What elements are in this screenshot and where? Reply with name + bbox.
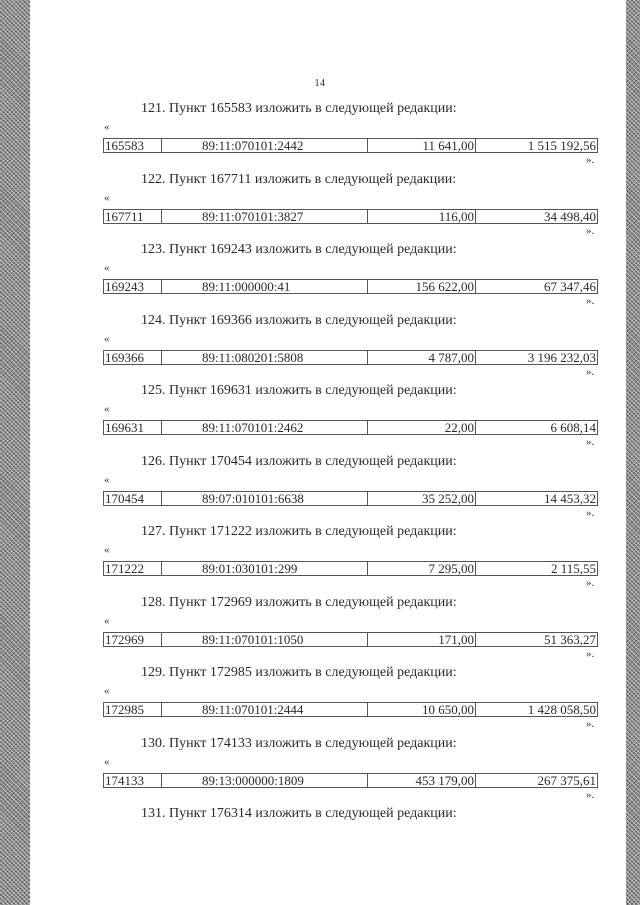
close-quote: ». bbox=[586, 225, 595, 237]
cell-area: 156 622,00 bbox=[368, 280, 476, 293]
close-quote: ». bbox=[586, 577, 595, 589]
amendment-heading: 124. Пункт 169366 изложить в следующей редакции: bbox=[141, 313, 457, 328]
cell-item-id: 172969 bbox=[104, 633, 162, 646]
amendment-item-169243 bbox=[0, 242, 640, 314]
cell-item-id: 167711 bbox=[104, 210, 162, 223]
cell-area: 22,00 bbox=[368, 421, 476, 434]
cell-area: 10 650,00 bbox=[368, 703, 476, 716]
table-row bbox=[103, 702, 598, 717]
table-row bbox=[103, 632, 598, 647]
cell-area: 4 787,00 bbox=[368, 351, 476, 364]
cell-value: 2 115,55 bbox=[550, 562, 596, 575]
cell-area: 171,00 bbox=[368, 633, 476, 646]
table-row bbox=[103, 491, 598, 506]
amendment-item-172969 bbox=[0, 595, 640, 667]
cell-area: 7 295,00 bbox=[368, 562, 476, 575]
table-row bbox=[103, 350, 598, 365]
cell-cadastral-number: 89:11:070101:1050 bbox=[162, 633, 368, 646]
open-quote: « bbox=[104, 615, 110, 627]
amendment-heading: 125. Пункт 169631 изложить в следующей редакции: bbox=[141, 383, 457, 398]
cell-cadastral-number: 89:11:070101:2462 bbox=[162, 421, 368, 434]
cell-area: 453 179,00 bbox=[368, 774, 476, 787]
amendment-heading: 130. Пункт 174133 изложить в следующей редакции: bbox=[141, 736, 457, 751]
table-row bbox=[103, 773, 598, 788]
cell-cadastral-number: 89:07:010101:6638 bbox=[162, 492, 368, 505]
cell-value: 14 453,32 bbox=[544, 492, 596, 505]
close-quote: ». bbox=[586, 295, 595, 307]
amendment-heading: 128. Пункт 172969 изложить в следующей редакции: bbox=[141, 595, 457, 610]
cell-value: 67 347,46 bbox=[544, 280, 596, 293]
cell-cadastral-number: 89:11:080201:5808 bbox=[162, 351, 368, 364]
amendment-item-167711 bbox=[0, 172, 640, 244]
cell-item-id: 171222 bbox=[104, 562, 162, 575]
amendment-item-170454 bbox=[0, 454, 640, 526]
cell-value: 1 515 192,56 bbox=[527, 139, 596, 152]
cell-value: 34 498,40 bbox=[544, 210, 596, 223]
amendment-heading: 129. Пункт 172985 изложить в следующей редакции: bbox=[141, 665, 457, 680]
cell-cadastral-number: 89:11:000000:41 bbox=[162, 280, 368, 293]
open-quote: « bbox=[104, 544, 110, 556]
table-row bbox=[103, 279, 598, 294]
cell-area: 35 252,00 bbox=[368, 492, 476, 505]
open-quote: « bbox=[104, 685, 110, 697]
amendment-heading: 127. Пункт 171222 изложить в следующей редакции: bbox=[141, 524, 457, 539]
amendment-heading: 126. Пункт 170454 изложить в следующей редакции: bbox=[141, 454, 457, 469]
amendment-item-169631 bbox=[0, 383, 640, 455]
cell-item-id: 169631 bbox=[104, 421, 162, 434]
close-quote: ». bbox=[586, 154, 595, 166]
cell-item-id: 169243 bbox=[104, 280, 162, 293]
cell-value: 267 375,61 bbox=[537, 774, 596, 787]
amendment-item-174133 bbox=[0, 736, 640, 808]
amendment-heading: 122. Пункт 167711 изложить в следующей редакции: bbox=[141, 172, 457, 187]
open-quote: « bbox=[104, 121, 110, 133]
amendment-item-172985 bbox=[0, 665, 640, 737]
close-quote: ». bbox=[586, 718, 595, 730]
amendment-heading: 131. Пункт 176314 изложить в следующей редакции: bbox=[141, 806, 457, 821]
close-quote: ». bbox=[586, 366, 595, 378]
cell-value: 51 363,27 bbox=[544, 633, 596, 646]
cell-cadastral-number: 89:01:030101:299 bbox=[162, 562, 368, 575]
cell-item-id: 172985 bbox=[104, 703, 162, 716]
open-quote: « bbox=[104, 192, 110, 204]
open-quote: « bbox=[104, 474, 110, 486]
open-quote: « bbox=[104, 403, 110, 415]
cell-item-id: 165583 bbox=[104, 139, 162, 152]
table-row bbox=[103, 420, 598, 435]
cell-area: 11 641,00 bbox=[368, 139, 476, 152]
close-quote: ». bbox=[586, 648, 595, 660]
cell-cadastral-number: 89:11:070101:2442 bbox=[162, 139, 368, 152]
cell-value: 1 428 058,50 bbox=[527, 703, 596, 716]
cell-item-id: 174133 bbox=[104, 774, 162, 787]
close-quote: ». bbox=[586, 436, 595, 448]
close-quote: ». bbox=[586, 789, 595, 801]
close-quote: ». bbox=[586, 507, 595, 519]
amendment-item-171222 bbox=[0, 524, 640, 596]
open-quote: « bbox=[104, 333, 110, 345]
cell-area: 116,00 bbox=[368, 210, 476, 223]
amendment-item-165583 bbox=[0, 101, 640, 173]
table-row bbox=[103, 138, 598, 153]
amendment-item-131 bbox=[0, 806, 640, 878]
table-row bbox=[103, 209, 598, 224]
open-quote: « bbox=[104, 262, 110, 274]
cell-item-id: 169366 bbox=[104, 351, 162, 364]
cell-cadastral-number: 89:13:000000:1809 bbox=[162, 774, 368, 787]
amendment-heading: 121. Пункт 165583 изложить в следующей редакции: bbox=[141, 101, 457, 116]
cell-cadastral-number: 89:11:070101:3827 bbox=[162, 210, 368, 223]
amendment-item-169366 bbox=[0, 313, 640, 385]
open-quote: « bbox=[104, 756, 110, 768]
cell-value: 3 196 232,03 bbox=[527, 351, 596, 364]
cell-value: 6 608,14 bbox=[550, 421, 596, 434]
cell-cadastral-number: 89:11:070101:2444 bbox=[162, 703, 368, 716]
table-row bbox=[103, 561, 598, 576]
page-number: 14 bbox=[314, 78, 326, 89]
amendment-heading: 123. Пункт 169243 изложить в следующей редакции: bbox=[141, 242, 457, 257]
cell-item-id: 170454 bbox=[104, 492, 162, 505]
